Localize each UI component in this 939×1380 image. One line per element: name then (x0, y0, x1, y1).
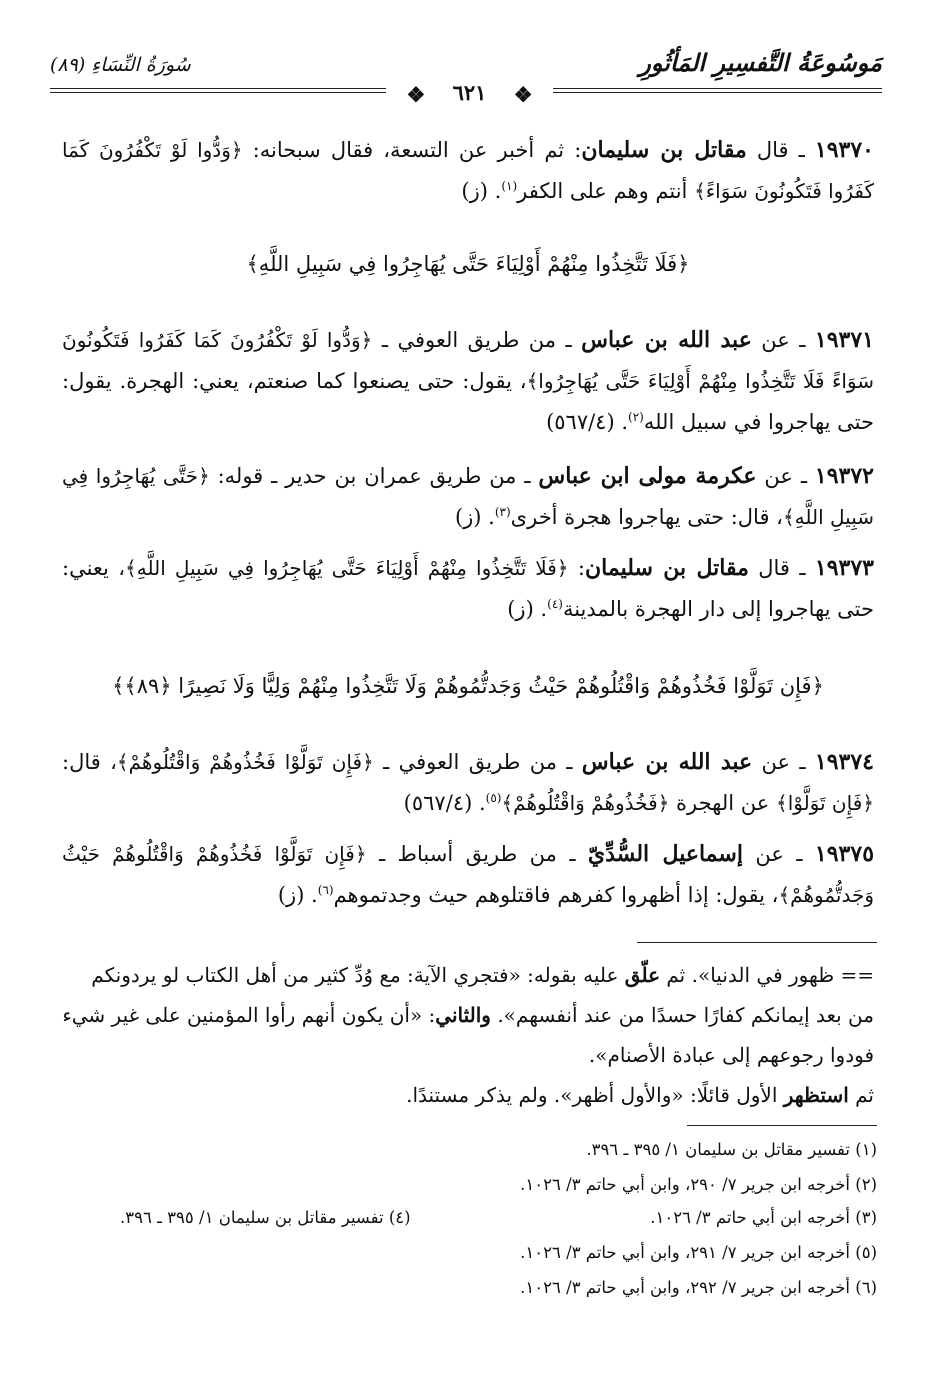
footnote-ref: (٤) (547, 597, 563, 611)
entry-text: ـ من طريق العوفي ـ (372, 328, 582, 352)
narrator-name: مقاتل بن سليمان (584, 555, 749, 581)
entry-text: . (ز) (461, 179, 502, 203)
entry-number: ١٩٣٧٢ (814, 463, 874, 489)
entry-19374 (62, 742, 874, 824)
entry-text: . (٥٦٧/٤) (546, 410, 629, 434)
entry-number: ١٩٣٧٥ (814, 841, 875, 867)
note-text: الأول قائلًا: «والأول أظهر». ولم يذكر مستندًا. (406, 1083, 784, 1107)
note-text: عليه بقوله: «فتجري الآية: مع وُدِّ كثير من أهل الكتاب لو يردونكم من بعد إيمانكم كفارًا حسدًا من عند أنفسهم». (91, 963, 874, 1027)
notes-continuation (62, 955, 874, 1115)
entry-text: . (٥٦٧/٤) (403, 791, 486, 815)
entry-19370 (62, 130, 874, 212)
quran-quote: ﴿فَخُذُوهُمْ وَاقْتُلُوهُمْ﴾ (501, 791, 670, 815)
entry-text: ، يعني: حتى يهاجروا إلى دار الهجرة بالمدينة (62, 556, 874, 621)
entry-text: ، قال: حتى يهاجروا هجرة أخرى (510, 505, 783, 529)
surah-label: سُورَةُ النِّسَاءِ (٨٩) (50, 54, 191, 76)
footnote: (٢) أخرجه ابن جرير ٧/ ٢٩٠، وابن أبي حاتم ٣/ ١٠٢٦. (520, 1175, 877, 1194)
footnote-ref: (٢) (628, 410, 644, 424)
note-text: : «أن يكون أنهم رأوا المؤمنين على غير شيء فودوا رجوعهم إلى عبادة الأصنام». (62, 1003, 874, 1067)
note-text: == ظهور في الدنيا». ثم (660, 963, 874, 987)
ornament-icon: ❖ (504, 82, 543, 107)
entry-text: عن الهجرة (669, 791, 776, 815)
entry-text: ، يقول: إذا أظهروا كفرهم فاقتلوهم حيث وجدتموهم (333, 883, 779, 907)
entry-text: ـ عن (756, 464, 815, 488)
note-text: ثم (848, 1083, 874, 1107)
entry-text: ـ قال (746, 138, 815, 162)
ornament-icon: ❖ (396, 82, 435, 107)
notes-separator (637, 942, 877, 943)
footnote-separator (687, 1125, 877, 1126)
quran-quote: ﴿فَإِن تَوَلَّوْا﴾ (775, 791, 874, 815)
entry-text: . (ز) (277, 883, 318, 907)
footnote-ref: (٥) (485, 791, 502, 805)
entry-text: : ثم أخبر عن التسعة، فقال سبحانه: (242, 138, 582, 162)
entry-text: . (ز) (507, 597, 548, 621)
entry-19372 (62, 456, 874, 538)
footnote: (٦) أخرجه ابن جرير ٧/ ٢٩٢، وابن أبي حاتم ٣/ ١٠٢٦. (520, 1278, 877, 1297)
entry-text: ، قال: (62, 750, 117, 774)
entry-text: أنتم وهم على الكفر (517, 179, 695, 203)
narrator-name: عبد الله بن عباس (581, 327, 752, 353)
entry-text: ـ قال (748, 556, 815, 580)
entry-text: . (ز) (454, 505, 495, 529)
entry-19373 (62, 548, 874, 630)
footnote: (١) تفسير مقاتل بن سليمان ١/ ٣٩٥ ـ ٣٩٦. (586, 1140, 877, 1159)
footnote-ref: (١) (501, 179, 518, 193)
narrator-name: إسماعيل السُّدِّيّ (587, 841, 743, 867)
verse-heading: ﴿فَإِن تَوَلَّوْا فَخُذُوهُمْ وَاقْتُلُوهُمْ حَيْثُ وَجَدتُّمُوهُمْ وَلَا تَتَّخِذُوا مِنْهُمْ وَلِيًّا وَلَا نَصِيرًا ﴿٨٩﴾﴾ (112, 674, 824, 698)
quran-quote: ﴿فَإِن تَوَلَّوْا فَخُذُوهُمْ وَاقْتُلُوهُمْ حَيْثُ وَجَدتُّمُوهُمْ﴾ (62, 842, 874, 907)
entry-text: ـ من طريق أسباط ـ (366, 842, 588, 866)
entry-19371 (62, 320, 874, 443)
footnote: (٤) تفسير مقاتل بن سليمان ١/ ٣٩٥ ـ ٣٩٦. (120, 1208, 411, 1227)
entry-text: ـ عن (752, 750, 815, 774)
book-title: مَوسُوعَةُ التَّفسِيرِ المَأثُورِ (639, 48, 882, 77)
entry-number: ١٩٣٧٣ (814, 555, 874, 581)
quran-quote: ﴿وَدُّوا لَوْ تَكْفُرُونَ كَمَا كَفَرُوا فَتَكُونُونَ سَوَاءً﴾ (62, 138, 874, 203)
entry-text: : (568, 556, 585, 580)
page-number: ٦٢١ (443, 80, 497, 105)
footnote: (٥) أخرجه ابن جرير ٧/ ٢٩١، وابن أبي حاتم ٣/ ١٠٢٦. (520, 1243, 877, 1262)
page-number-block (0, 80, 939, 107)
narrator-name: عبد الله بن عباس (581, 749, 753, 775)
entry-text: ـ عن (742, 842, 815, 866)
entry-text: ـ عن (751, 328, 815, 352)
note-keyword: علّق (624, 963, 661, 987)
quran-quote: ﴿فَإِن تَوَلَّوْا فَخُذُوهُمْ وَاقْتُلُوهُمْ﴾ (116, 750, 374, 774)
entry-text: ، يقول: حتى يصنعوا كما صنعتم، يعني: الهجرة. يقول: حتى يهاجروا في سبيل الله (62, 369, 874, 434)
note-paragraph (62, 1075, 874, 1115)
footnote-ref: (٣) (494, 505, 511, 519)
narrator-name: عكرمة مولى ابن عباس (538, 463, 757, 489)
entry-number: ١٩٣٧٤ (814, 749, 874, 775)
quran-quote: ﴿حَتَّى يُهَاجِرُوا فِي سَبِيلِ اللَّهِ﴾ (62, 464, 874, 529)
quran-quote: ﴿وَدُّوا لَوْ تَكْفُرُونَ كَمَا كَفَرُوا فَتَكُونُونَ سَوَاءً فَلَا تَتَّخِذُوا مِنْهُمْ أَوْلِيَاءَ حَتَّى يُهَاجِرُوا﴾ (62, 328, 874, 393)
entry-number: ١٩٣٧٠ (814, 137, 874, 163)
entry-19375 (62, 834, 874, 916)
entry-text: ـ من طريق العوفي ـ (373, 750, 582, 774)
note-keyword: استظهر (783, 1083, 849, 1107)
quran-quote: ﴿فَلَا تَتَّخِذُوا مِنْهُمْ أَوْلِيَاءَ حَتَّى يُهَاجِرُوا فِي سَبِيلِ اللَّهِ﴾ (125, 556, 569, 580)
verse-heading: ﴿فَلَا تَتَّخِذُوا مِنْهُمْ أَوْلِيَاءَ حَتَّى يُهَاجِرُوا فِي سَبِيلِ اللَّهِ﴾ (246, 252, 690, 276)
note-keyword: والثاني (435, 1003, 491, 1027)
entry-text: ـ من طريق عمران بن حدير ـ قوله: (209, 464, 539, 488)
footnote: (٣) أخرجه ابن أبي حاتم ٣/ ١٠٢٦. (650, 1208, 877, 1227)
note-paragraph (62, 955, 874, 1075)
narrator-name: مقاتل بن سليمان (581, 137, 747, 163)
footnote-ref: (٦) (317, 883, 334, 897)
entry-number: ١٩٣٧١ (814, 327, 874, 353)
